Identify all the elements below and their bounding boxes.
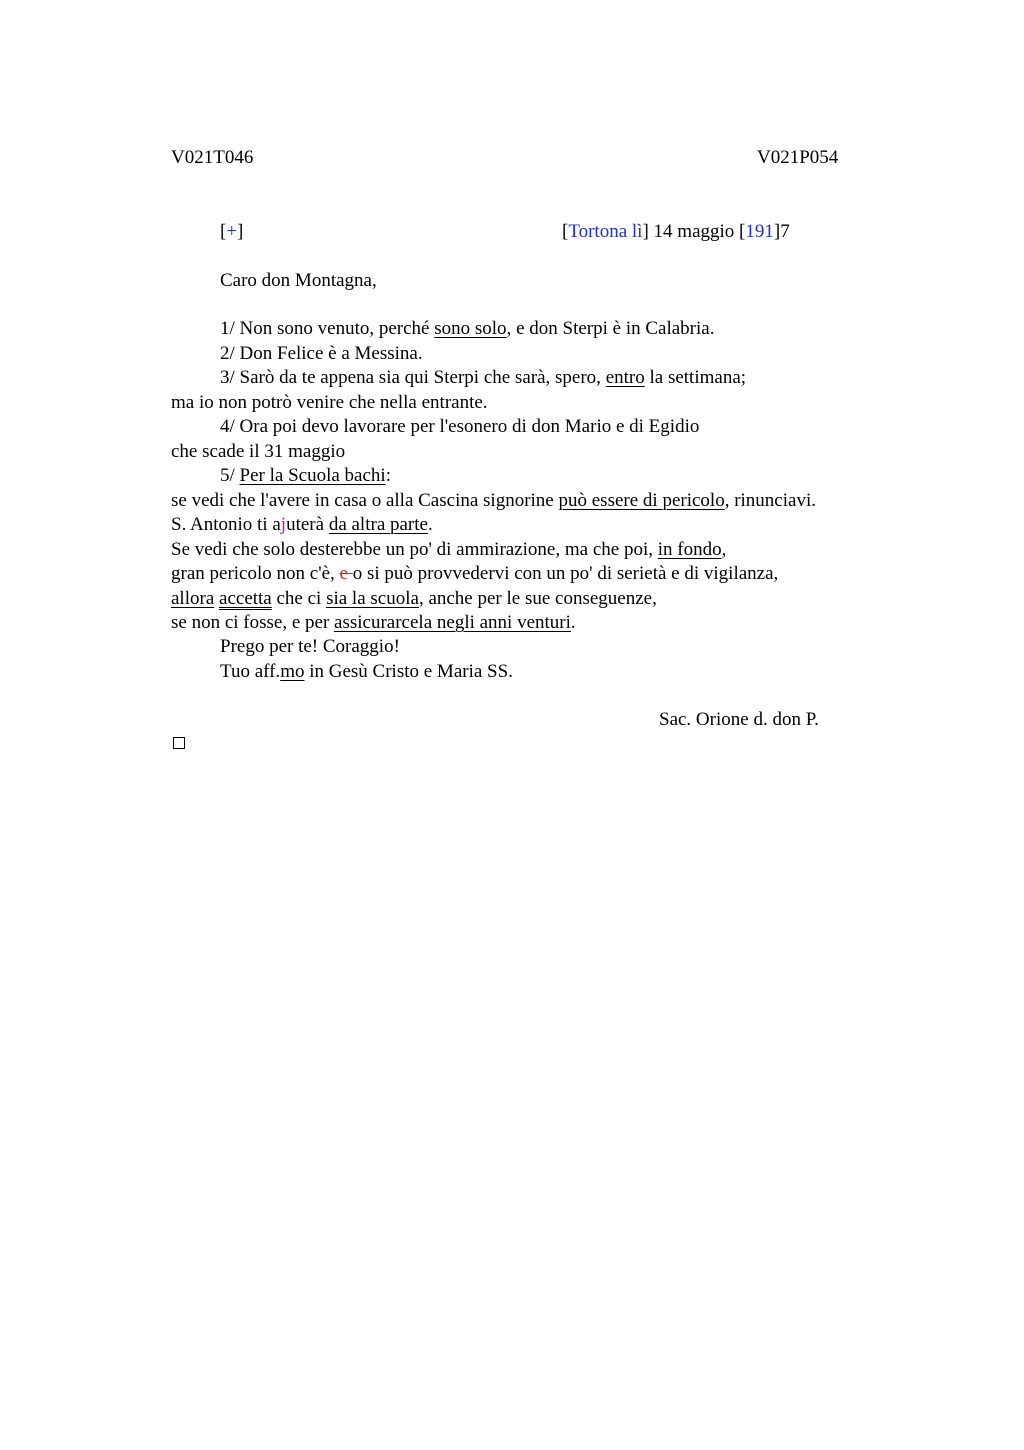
corrected-letter: j — [280, 514, 287, 535]
paragraph-4-cont: che scade il 31 maggio — [171, 441, 346, 462]
paragraph-5: 5/ Per la Scuola bachi: — [220, 465, 391, 486]
line-10: allora accetta che ci sia la scuola, anche per le sue conseguenze, — [171, 588, 657, 609]
line-8: Se vedi che solo desterebbe un po' di ammirazione, ma che poi, in fondo, — [171, 539, 727, 560]
valediction: Tuo aff.mo in Gesù Cristo e Maria SS. — [220, 661, 513, 682]
paragraph-4: 4/ Ora poi devo lavorare per l'esonero di don Mario e di Egidio — [220, 416, 700, 437]
signature: Sac. Orione d. don P. — [659, 709, 819, 730]
place-name: Tortona lì — [568, 221, 643, 242]
cross-mark: [+] — [220, 221, 244, 242]
deleted-text: e — [339, 563, 353, 584]
paragraph-3-cont: ma io non potrò venire che nella entrante. — [171, 392, 488, 413]
closing-line: Prego per te! Coraggio! — [220, 636, 400, 657]
year-fragment: 191 — [745, 221, 774, 242]
paragraph-3: 3/ Sarò da te appena sia qui Sterpi che sarà, spero, entro la settimana; — [220, 367, 747, 388]
line-7: S. Antonio ti ajuterà da altra parte. — [171, 514, 433, 535]
paragraph-2: 2/ Don Felice è a Messina. — [220, 343, 423, 364]
doc-id-right: V021P054 — [757, 147, 839, 168]
line-6: se vedi che l'avere in casa o alla Cascina signorine può essere di pericolo, rinunciavi. — [171, 490, 816, 511]
doc-id-left: V021T046 — [171, 147, 254, 168]
end-mark-box — [173, 737, 185, 749]
line-11: se non ci fosse, e per assicurarcela negli anni venturi. — [171, 612, 576, 633]
dateline: [Tortona lì] 14 maggio [191]7 — [562, 221, 790, 242]
paragraph-1: 1/ Non sono venuto, perché sono solo, e don Sterpi è in Calabria. — [220, 318, 715, 339]
salutation: Caro don Montagna, — [220, 270, 377, 291]
line-9: gran pericolo non c'è, e o si può provvedervi con un po' di serietà e di vigilanza, — [171, 563, 779, 584]
